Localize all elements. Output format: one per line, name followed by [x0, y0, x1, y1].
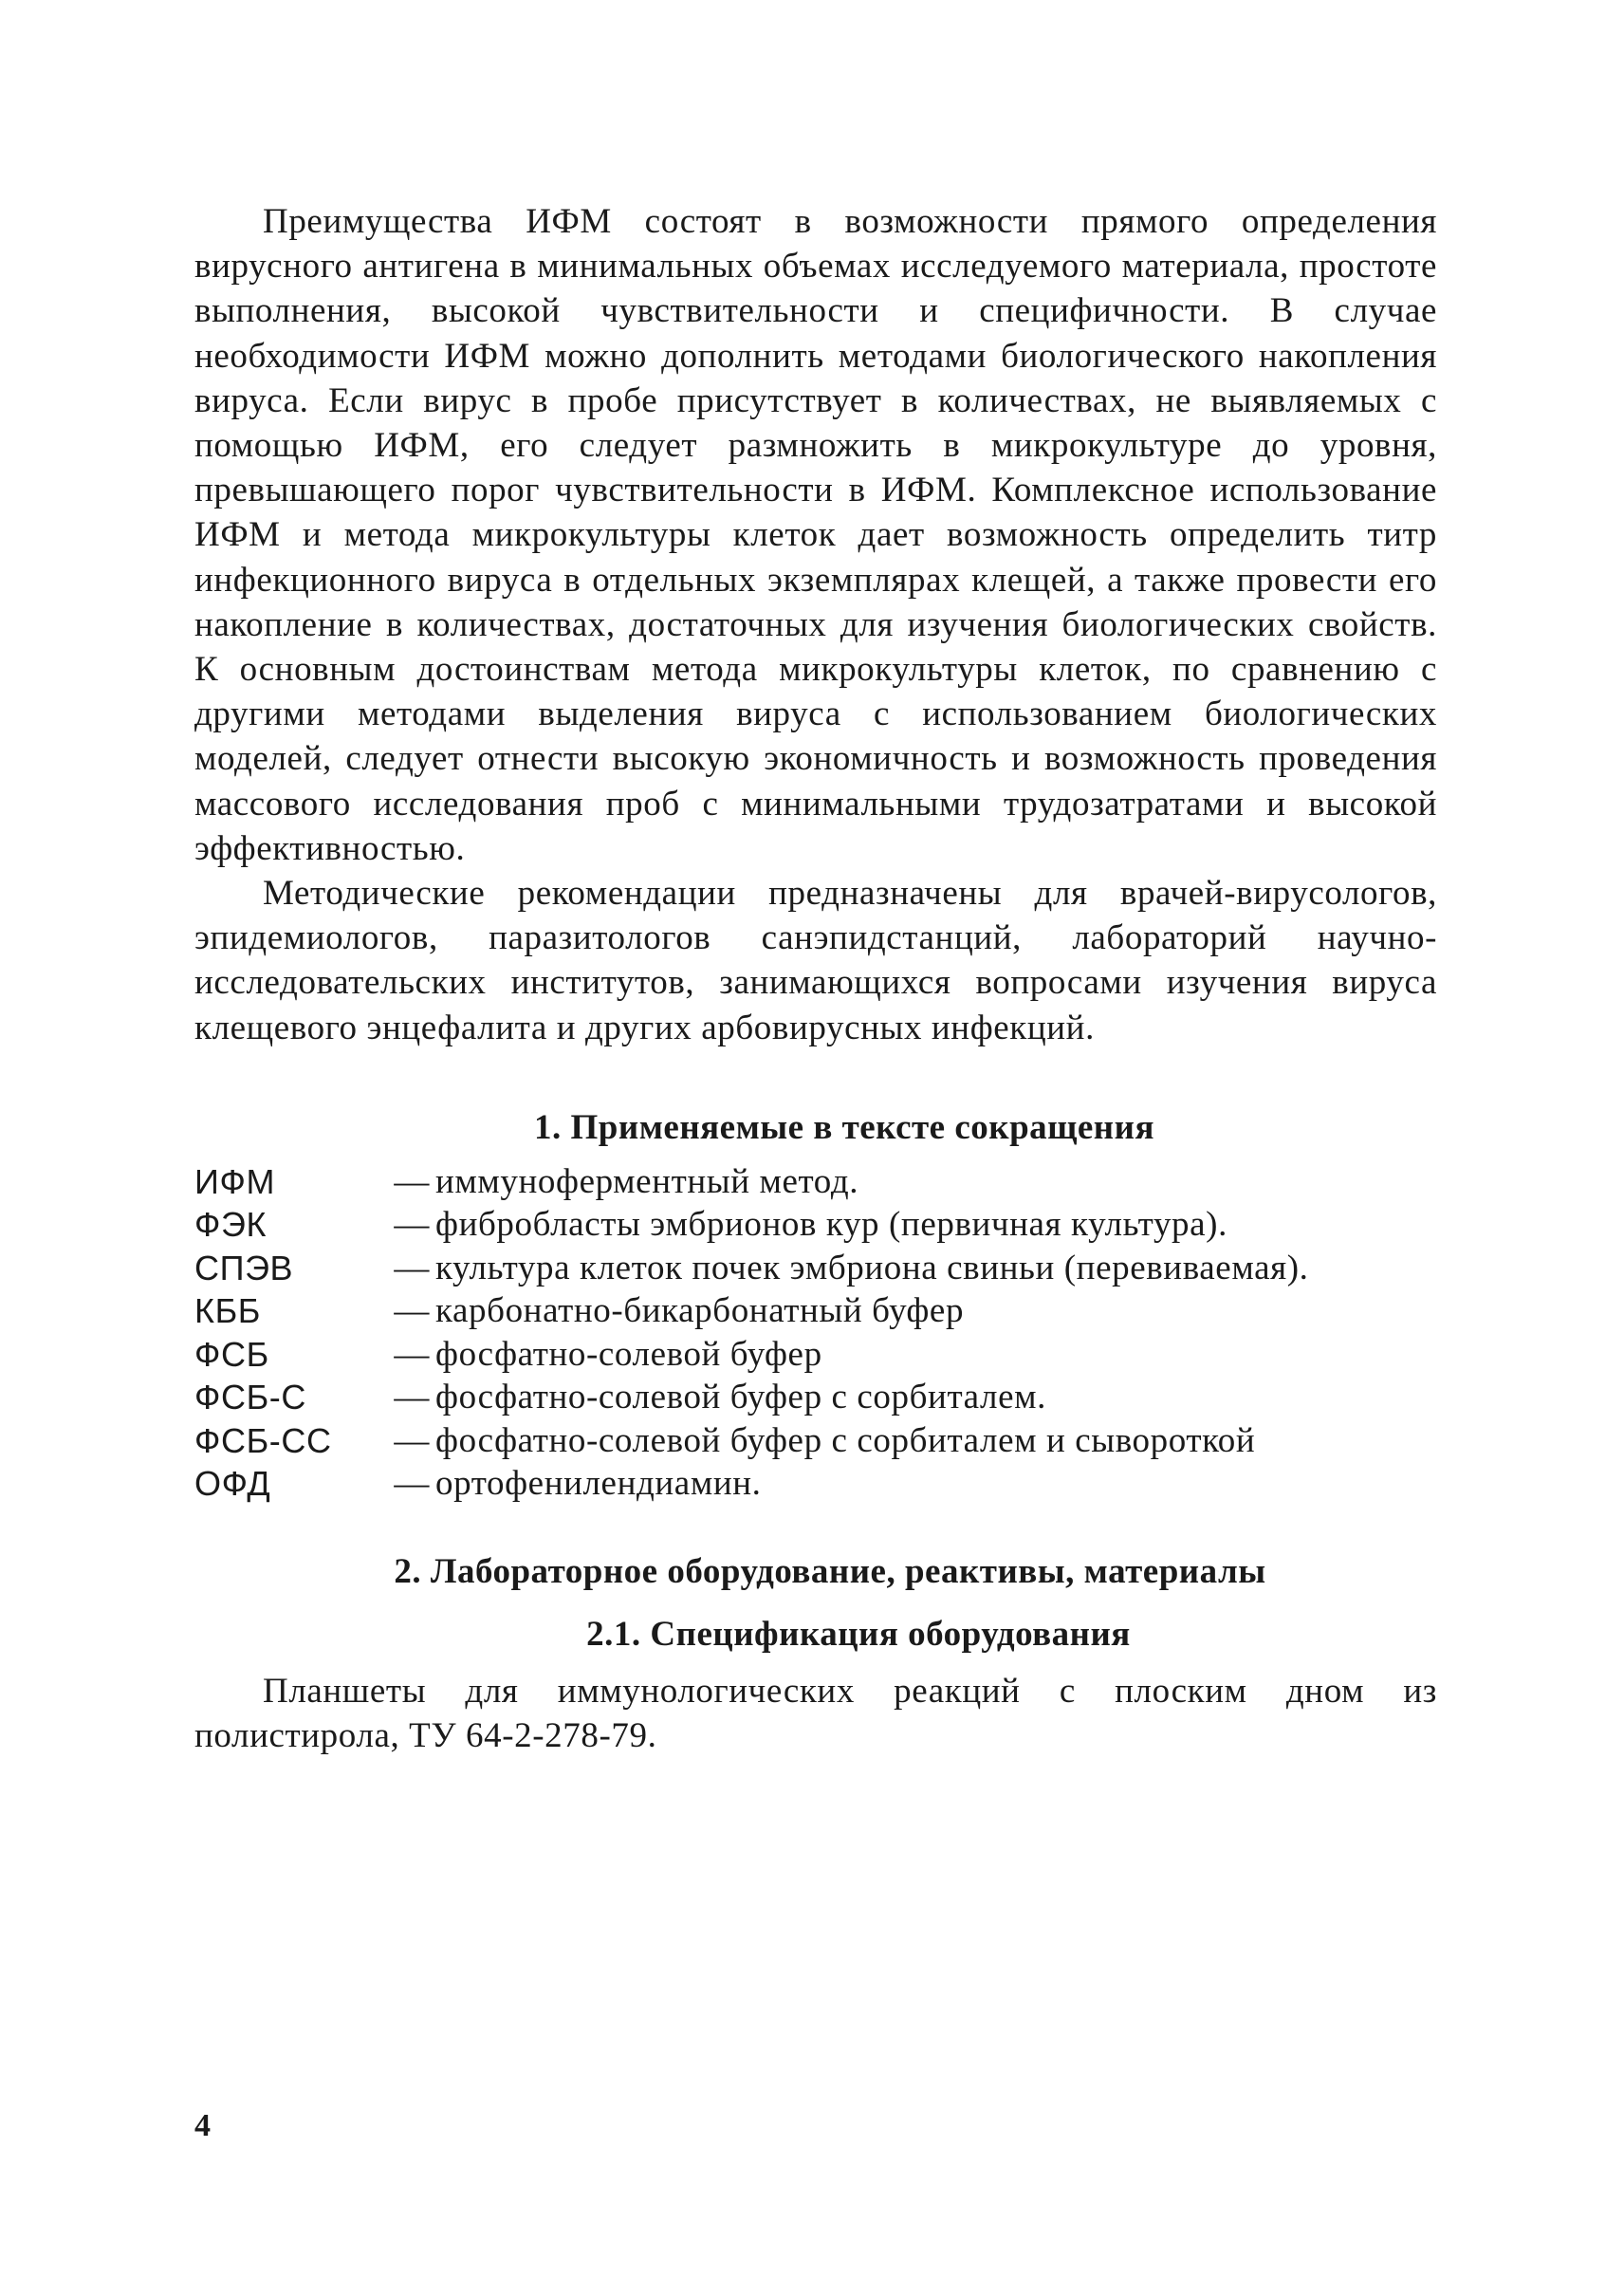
- abbreviation-term: ФСБ-С: [194, 1378, 306, 1417]
- abbreviation-term: ИФМ: [194, 1161, 276, 1201]
- abbreviation-dash: —: [394, 1378, 430, 1417]
- abbreviation-dash: —: [394, 1464, 430, 1504]
- abbreviation-row: [194, 1419, 1437, 1463]
- document-page: [194, 199, 1437, 1758]
- abbreviation-term: ФСБ: [194, 1334, 269, 1374]
- abbreviation-row: [194, 1289, 1437, 1333]
- abbreviation-definition: иммуноферментный метод.: [435, 1161, 859, 1201]
- abbreviation-definition: карбонатно-бикарбонатный буфер: [435, 1291, 965, 1331]
- abbreviation-dash: —: [394, 1420, 430, 1460]
- abbreviation-row: [194, 1160, 1437, 1204]
- abbreviation-list: [194, 1160, 1437, 1506]
- abbreviation-dash: —: [394, 1334, 430, 1374]
- abbreviation-definition: фосфатно-солевой буфер с сорбиталем и сывороткой: [435, 1420, 1256, 1460]
- abbreviation-dash: —: [394, 1161, 430, 1201]
- abbreviation-dash: —: [394, 1291, 430, 1331]
- equipment-paragraph: Планшеты для иммунологических реакций с плоским дном из полистирола, ТУ 64-2-278-79.: [194, 1671, 1437, 1756]
- purpose-paragraph: Методические рекомендации предназначены для врачей-вирусологов, эпидемиологов, паразитологов санэпидстанций, лабораторий научно-исследовательских институтов, занимающихся вопросами изучения вируса клещевого энцефалита и других арбовирусных инфекций.: [194, 874, 1437, 1047]
- subsection-2-1-heading: 2.1. Спецификация оборудования: [586, 1614, 1131, 1654]
- abbreviation-term: ОФД: [194, 1464, 271, 1504]
- abbreviation-term: КББ: [194, 1291, 262, 1331]
- abbreviation-definition: фосфатно-солевой буфер с сорбиталем.: [435, 1378, 1046, 1417]
- intro-paragraph: Преимущества ИФМ состоят в возможности прямого определения вирусного антигена в минимальных объемах исследуемого материала, простоте выполнения, высокой чувствительности и специфичности. В случае необходимости ИФМ можно дополнить методами биологического накопления вируса. Если вирус в пробе присутствует в количествах, не выявляемых с помощью ИФМ, его следует размножить в микрокультуре до уровня, превышающего порог чувствительности в ИФМ. Комплексное использование ИФМ и метода микрокультуры клеток дает возможность определить титр инфекционного вируса в отдельных экземплярах клещей, а также провести его накопление в количествах, достаточных для изучения биологических свойств. К основным достоинствам метода микрокультуры клеток, по сравнению с другими методами выделения вируса с использованием биологических моделей, следует отнести высокую экономичность и возможность проведения массового исследования проб с минимальными трудозатратами и высокой эффективностью.: [194, 202, 1437, 868]
- abbreviation-dash: —: [394, 1205, 430, 1245]
- abbreviation-term: СПЭВ: [194, 1248, 294, 1287]
- section-1-heading: 1. Применяемые в тексте сокращения: [534, 1107, 1154, 1147]
- abbreviation-row: [194, 1462, 1437, 1506]
- section-2-heading: 2. Лабораторное оборудование, реактивы, материалы: [394, 1551, 1266, 1591]
- abbreviation-row: [194, 1247, 1437, 1290]
- abbreviation-definition: фибробласты эмбрионов кур (первичная культура).: [435, 1205, 1227, 1245]
- abbreviation-definition: фосфатно-солевой буфер: [435, 1334, 822, 1374]
- page-number: 4: [194, 2108, 211, 2143]
- abbreviation-term: ФЭК: [194, 1205, 268, 1245]
- abbreviation-dash: —: [394, 1248, 430, 1287]
- abbreviation-row: [194, 1376, 1437, 1419]
- abbreviation-definition: ортофенилендиамин.: [435, 1464, 762, 1504]
- abbreviation-row: [194, 1333, 1437, 1377]
- abbreviation-term: ФСБ-СС: [194, 1420, 332, 1460]
- abbreviation-row: [194, 1203, 1437, 1247]
- abbreviation-definition: культура клеток почек эмбриона свиньи (перевиваемая).: [435, 1248, 1309, 1287]
